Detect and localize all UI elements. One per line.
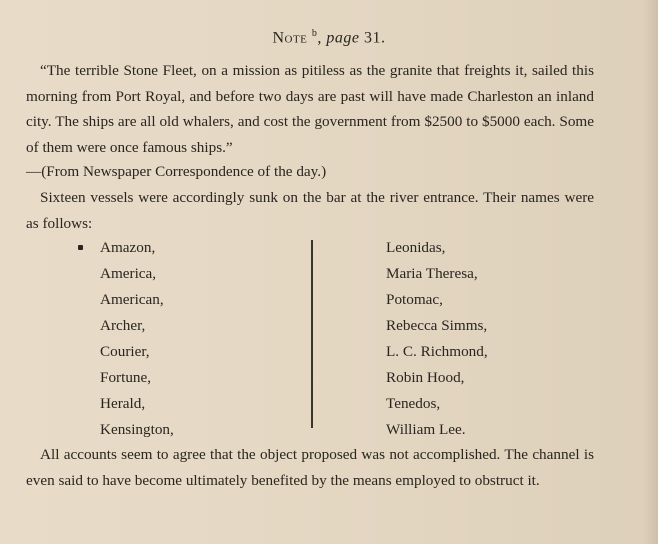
source-citation: —(From Newspaper Correspondence of the day.) xyxy=(26,163,327,180)
ship-name: Herald, xyxy=(100,395,146,412)
quote-paragraph: “The terrible Stone Fleet, on a mission as pitiless as the granite that freights it, sailed this morning from Port Royal, and before two days are past will have made Charleston an inland city. The ships are all old whalers, and cost the government from $2500 to $5000 each. Some of them were once famous ships.” xyxy=(26,62,594,156)
ship-name: Archer, xyxy=(100,317,146,334)
note-superscript: b xyxy=(311,28,318,39)
note-label: Note xyxy=(272,29,308,47)
conclusion-paragraph: All accounts seem to agree that the object proposed was not accomplished. The channel is even said to have become ultimately benefited by the means employed to obstruct it. xyxy=(26,446,594,489)
ship-name: Rebecca Simms, xyxy=(386,317,488,334)
ship-name: L. C. Richmond, xyxy=(386,343,488,360)
ship-name: Maria Theresa, xyxy=(386,265,478,282)
column-divider xyxy=(311,240,313,428)
page-edge-shadow xyxy=(644,0,658,544)
ship-name: Fortune, xyxy=(100,369,152,386)
vessels-paragraph: Sixteen vessels were accordingly sunk on the bar at the river entrance. Their names were as follows: xyxy=(26,189,594,232)
ship-list-right xyxy=(386,235,488,443)
ship-name: William Lee. xyxy=(386,421,466,438)
ship-name: Tenedos, xyxy=(386,395,441,412)
bullet-mark xyxy=(78,245,83,250)
note-separator: , xyxy=(317,29,322,47)
ship-name: Amazon, xyxy=(100,239,156,256)
ship-list-left xyxy=(100,235,174,443)
ship-name: American, xyxy=(100,291,164,308)
ship-name: Courier, xyxy=(100,343,150,360)
ship-name: Potomac, xyxy=(386,291,443,308)
ship-name: America, xyxy=(100,265,157,282)
page-label: page xyxy=(326,29,360,47)
page-number: 31. xyxy=(364,29,386,47)
ship-name: Leonidas, xyxy=(386,239,446,256)
note-heading xyxy=(0,28,658,47)
ship-name: Robin Hood, xyxy=(386,369,465,386)
ship-name: Kensington, xyxy=(100,421,174,438)
